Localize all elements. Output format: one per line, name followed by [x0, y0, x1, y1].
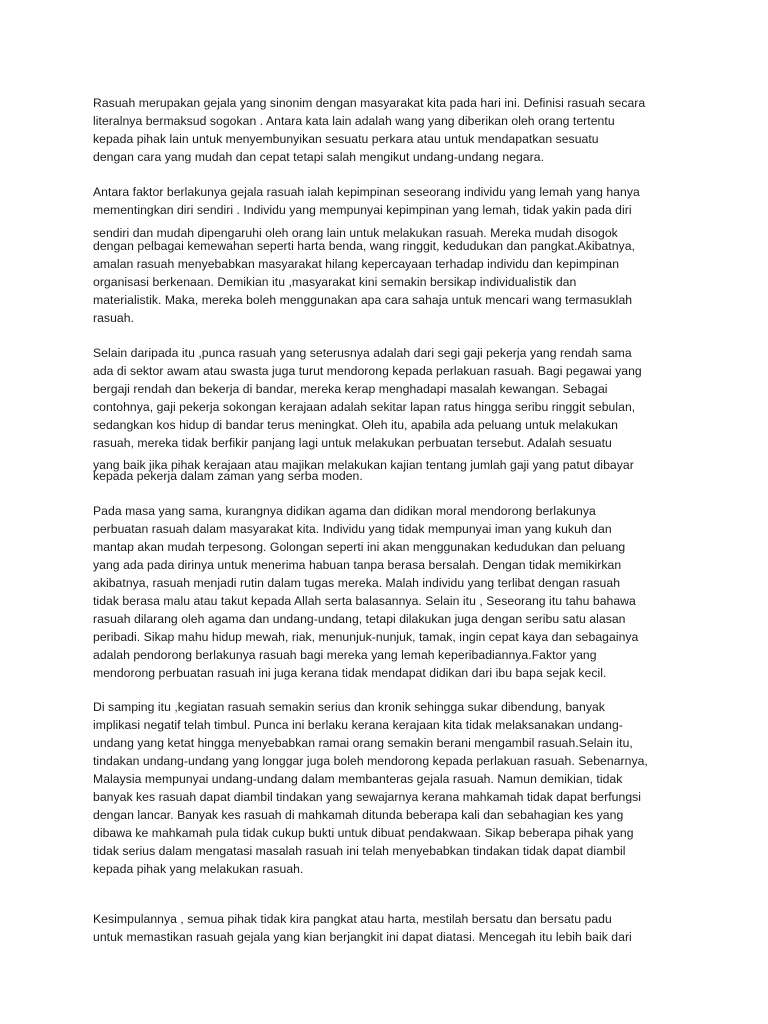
- text-line: Malaysia mempunyai undang-undang dalam membanteras gejala rasuah. Namun demikian, tidak: [93, 772, 623, 786]
- text-line: implikasi negatif telah timbul. Punca ini berlaku kerana kerajaan kita tidak melaksanakan undang-: [93, 718, 623, 732]
- text-line: contohnya, gaji pekerja sokongan kerajaan adalah sekitar lapan ratus hingga seribu ringgit sebulan,: [93, 400, 636, 414]
- text-line: Kesimpulannya , semua pihak tidak kira pangkat atau harta, mestilah bersatu dan bersatu padu: [93, 912, 612, 926]
- text-line: kepada pekerja dalam zaman yang serba moden.: [93, 469, 363, 483]
- text-line: amalan rasuah menyebabkan masyarakat hilang kepercayaan terhadap individu dan kepimpinan: [93, 257, 620, 271]
- text-line: literalnya bermaksud sogokan . Antara kata lain adalah wang yang diberikan oleh orang tertentu: [93, 114, 615, 128]
- text-line: perbuatan rasuah dalam masyarakat kita. Individu yang tidak mempunyai iman yang kukuh dan: [93, 522, 612, 536]
- text-line: mementingkan diri sendiri . Individu yang mempunyai kepimpinan yang lemah, tidak yakin pada diri: [93, 203, 632, 217]
- text-line: Pada masa yang sama, kurangnya didikan agama dan didikan moral mendorong berlakunya: [93, 504, 596, 518]
- text-line: tidak serius dalam mengatasi masalah rasuah ini telah menyebabkan tindakan tidak dapat diambil: [93, 844, 626, 858]
- text-line: yang baik jika pihak kerajaan atau majikan melakukan kajian tentang jumlah gaji yang patut dibayar: [93, 458, 634, 472]
- text-line: organisasi berkenaan. Demikian itu ,masyarakat kini semakin bersikap individualistik dan: [93, 275, 577, 289]
- text-line: undang yang ketat hingga menyebabkan ramai orang semakin berani mengambil rasuah.Selain itu,: [93, 736, 633, 750]
- text-line: peribadi. Sikap mahu hidup mewah, riak, menunjuk-nunjuk, tamak, ingin cepat kaya dan sebagainya: [93, 630, 639, 644]
- text-line: materialistik. Maka, mereka boleh menggunakan apa cara sahaja untuk mencari wang termasuklah: [93, 293, 633, 307]
- text-line: mantap akan mudah terpesong. Golongan seperti ini akan menggunakan kedudukan dan peluang: [93, 540, 626, 554]
- text-line: bergaji rendah dan bekerja di bandar, mereka kerap menghadapi masalah kewangan. Sebagai: [93, 382, 608, 396]
- text-line: adalah pendorong berlakunya rasuah bagi mereka yang lemah keperibadiannya.Faktor yang: [93, 648, 597, 662]
- text-line: untuk memastikan rasuah gejala yang kian berjangkit ini dapat diatasi. Mencegah itu lebih baik dari: [93, 930, 632, 944]
- text-line: tindakan undang-undang yang longgar juga boleh mendorong kepada perlakuan rasuah. Sebenarnya,: [93, 754, 648, 768]
- text-line: mendorong perbuatan rasuah ini juga kerana tidak mendapat didikan dari ibu bapa sejak kecil.: [93, 666, 607, 680]
- text-line: rasuah.: [93, 311, 135, 325]
- text-line: dibawa ke mahkamah pula tidak cukup bukti untuk dibuat pendakwaan. Sikap beberapa pihak yang: [93, 826, 634, 840]
- text-line: rasuah, mereka tidak berfikir panjang lagi untuk melakukan perbuatan tersebut. Adalah sesuatu: [93, 436, 612, 450]
- text-line: yang ada pada dirinya untuk menerima habuan tanpa berasa bersalah. Dengan tidak memikirkan: [93, 558, 622, 572]
- text-line: rasuah dilarang oleh agama dan undang-undang, tetapi dilakukan juga dengan seribu satu alasan: [93, 612, 626, 626]
- text-line: Selain daripada itu ,punca rasuah yang seterusnya adalah dari segi gaji pekerja yang rendah sama: [93, 346, 632, 360]
- text-line: dengan cara yang mudah dan cepat tetapi salah mengikut undang-undang negara.: [93, 150, 545, 164]
- text-line: banyak kes rasuah dapat diambil tindakan yang sewajarnya kerana mahkamah tidak dapat berfungsi: [93, 790, 642, 804]
- text-line: dengan lancar. Banyak kes rasuah di mahkamah ditunda beberapa kali dan sebahagian kes yang: [93, 808, 624, 822]
- text-line: kepada pihak lain untuk menyembunyikan sesuatu perkara atau untuk mendapatkan sesuatu: [93, 132, 599, 146]
- text-line: ada di sektor awam atau swasta juga turut mendorong kepada perlakuan rasuah. Bagi pegawai yang: [93, 364, 642, 378]
- text-line: kepada pihak yang melakukan rasuah.: [93, 862, 304, 876]
- text-line: sendiri dan mudah dipengaruhi oleh orang lain untuk melakukan rasuah. Mereka mudah disogok: [93, 226, 618, 240]
- text-line: sedangkan kos hidup di bandar terus meningkat. Oleh itu, apabila ada peluang untuk melakukan: [93, 418, 618, 432]
- text-line: akibatnya, rasuah menjadi rutin dalam tugas mereka. Malah individu yang terlibat dengan rasuah: [93, 576, 621, 590]
- text-line: Rasuah merupakan gejala yang sinonim dengan masyarakat kita pada hari ini. Definisi rasuah secara: [93, 96, 646, 110]
- text-line: Antara faktor berlakunya gejala rasuah ialah kepimpinan seseorang individu yang lemah yang hanya: [93, 185, 640, 199]
- text-line: dengan pelbagai kemewahan seperti harta benda, wang ringgit, kedudukan dan pangkat.Akibatnya,: [93, 239, 635, 253]
- text-line: Di samping itu ,kegiatan rasuah semakin serius dan kronik sehingga sukar dibendung, banyak: [93, 700, 605, 714]
- text-line: tidak berasa malu atau takut kepada Allah serta balasannya. Selain itu , Seseorang itu tahu bahawa: [93, 594, 636, 608]
